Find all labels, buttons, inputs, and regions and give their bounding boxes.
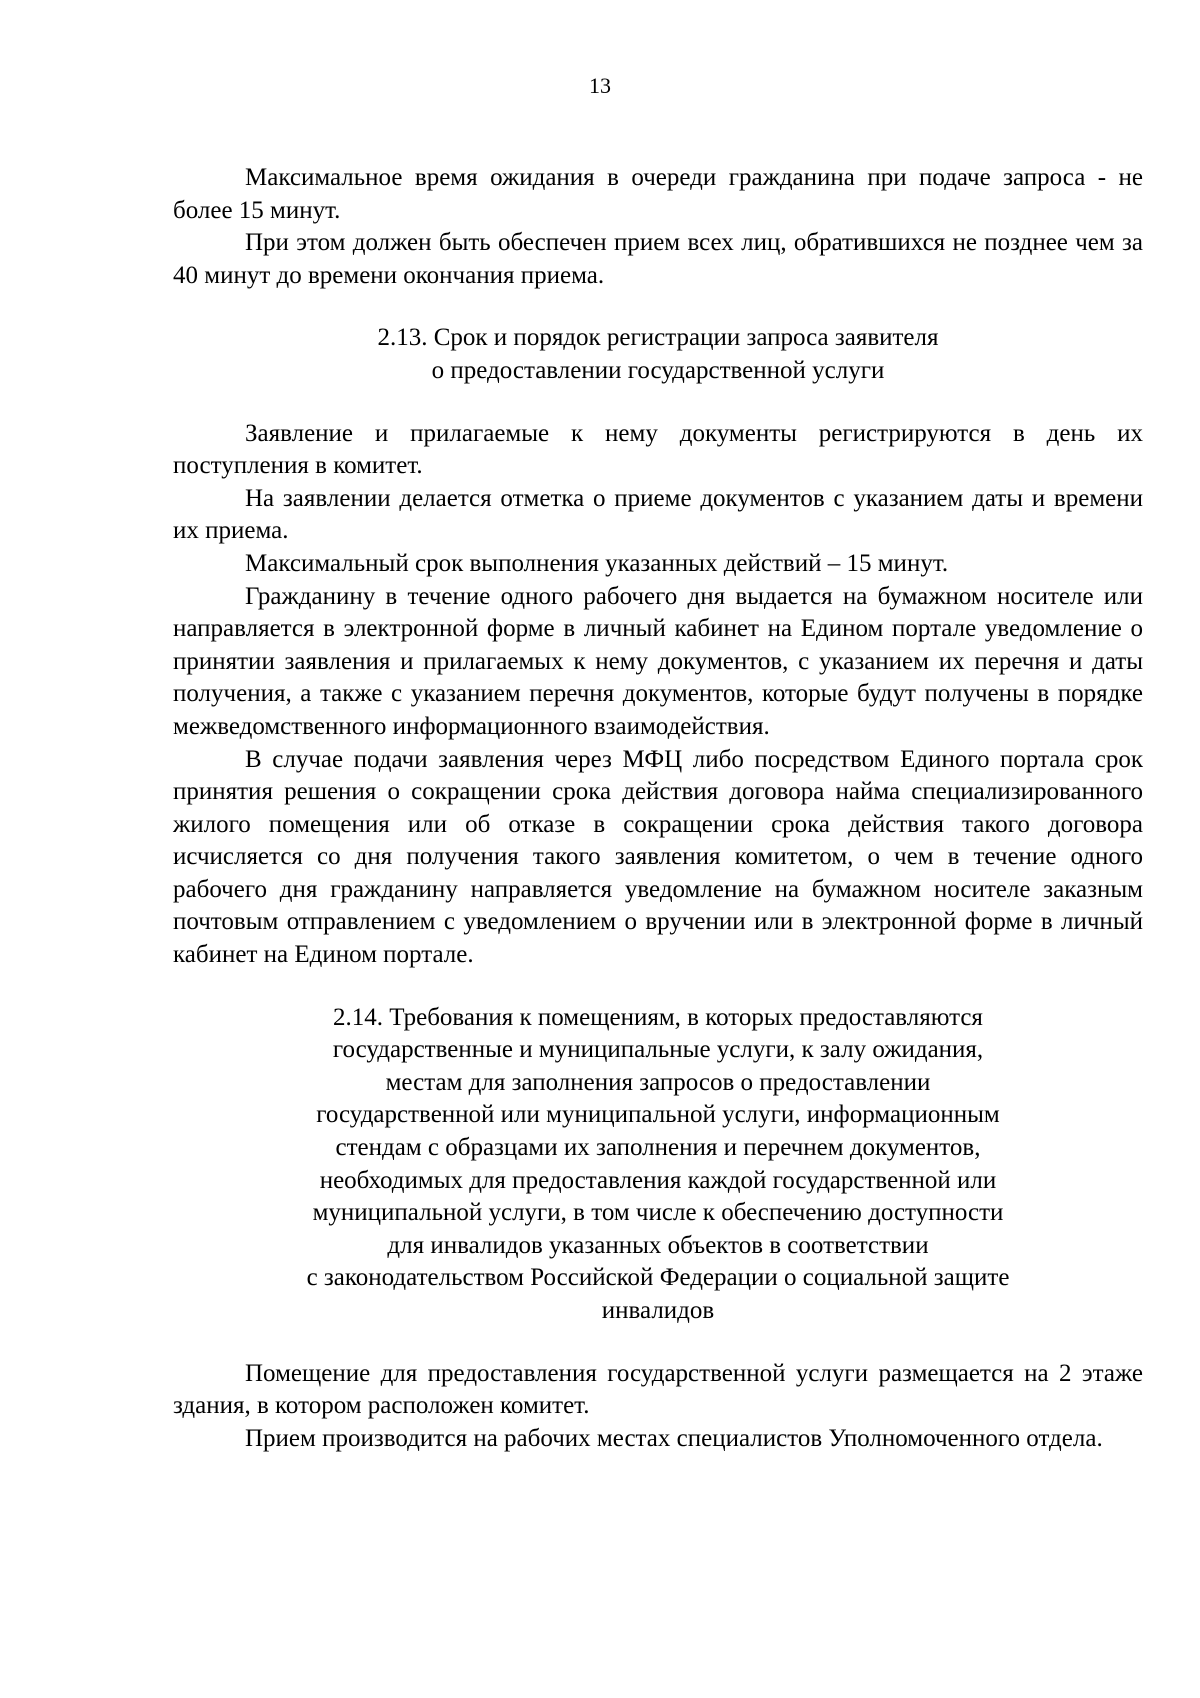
heading-line: необходимых для предоставления каждой государственной или	[319, 1166, 997, 1194]
heading-line: о предоставлении государственной услуги	[431, 356, 885, 384]
paragraph-premises: Помещение для предоставления государственной услуги размещается на 2 этаже здания, в котором расположен комитет.	[173, 1359, 1143, 1420]
heading-line: стендам с образцами их заполнения и перечнем документов,	[335, 1134, 981, 1162]
paragraph-reception-deadline: При этом должен быть обеспечен прием всех лиц, обратившихся не позднее чем за 40 минут до времени окончания приема.	[173, 229, 1143, 289]
page-number: 13	[589, 73, 611, 98]
spacer	[173, 388, 1143, 418]
heading-line: 2.13. Срок и порядок регистрации запроса заявителя	[377, 324, 939, 352]
paragraph-notification: Гражданину в течение одного рабочего дня выдается на бумажном носителе или направляется в электронной форме в личный кабинет на Едином портале уведомление о принятии заявления и прилагаемых к нему документов, с указанием их перечня и даты получения, а также с указанием перечня документов, которые будут получены в порядке межведомственного информационного взаимодействия.	[173, 582, 1143, 740]
paragraph-mfc: В случае подачи заявления через МФЦ либо посредством Единого портала срок принятия решения о сокращении срока действия договора найма специализированного жилого помещения или об отказе в сокращении срока действия такого договора исчисляется со дня получения такого заявления комитетом, о чем в течение одного рабочего дня гражданину направляется уведомление на бумажном носителе заказным почтовым отправлением с уведомлением о вручении или в электронной форме в личный кабинет на Едином портале.	[173, 745, 1143, 969]
spacer	[173, 1328, 1143, 1358]
paragraph-max-term: Максимальный срок выполнения указанных действий – 15 минут.	[245, 549, 949, 577]
section-heading-2-13	[173, 322, 1143, 387]
heading-line: инвалидов	[601, 1297, 715, 1324]
heading-line: государственные и муниципальные услуги, к залу ожидания,	[332, 1036, 984, 1064]
heading-line: для инвалидов указанных объектов в соответствии	[387, 1231, 929, 1259]
spacer	[173, 972, 1143, 1002]
document-body	[173, 162, 1143, 1455]
heading-line: 2.14. Требования к помещениям, в которых предоставляются	[333, 1003, 983, 1031]
heading-line: с законодательством Российской Федерации о социальной защите	[306, 1264, 1010, 1292]
paragraph-workplaces: Прием производится на рабочих местах специалистов Уполномоченного отдела.	[245, 1424, 1103, 1452]
heading-line: местам для заполнения запросов о предоставлении	[385, 1068, 931, 1096]
paragraph-registration: Заявление и прилагаемые к нему документы регистрируются в день их поступления в комитет.	[173, 419, 1143, 480]
heading-line: муниципальной услуги, в том числе к обеспечению доступности	[312, 1199, 1004, 1227]
paragraph-max-wait: Максимальное время ожидания в очереди гражданина при подаче запроса - не более 15 минут.	[173, 164, 1143, 224]
spacer	[173, 292, 1143, 322]
heading-line: государственной или муниципальной услуги, информационным	[316, 1101, 1000, 1129]
section-heading-2-14	[173, 1002, 1143, 1328]
paragraph-mark: На заявлении делается отметка о приеме документов с указанием даты и времени их приема.	[173, 484, 1143, 545]
